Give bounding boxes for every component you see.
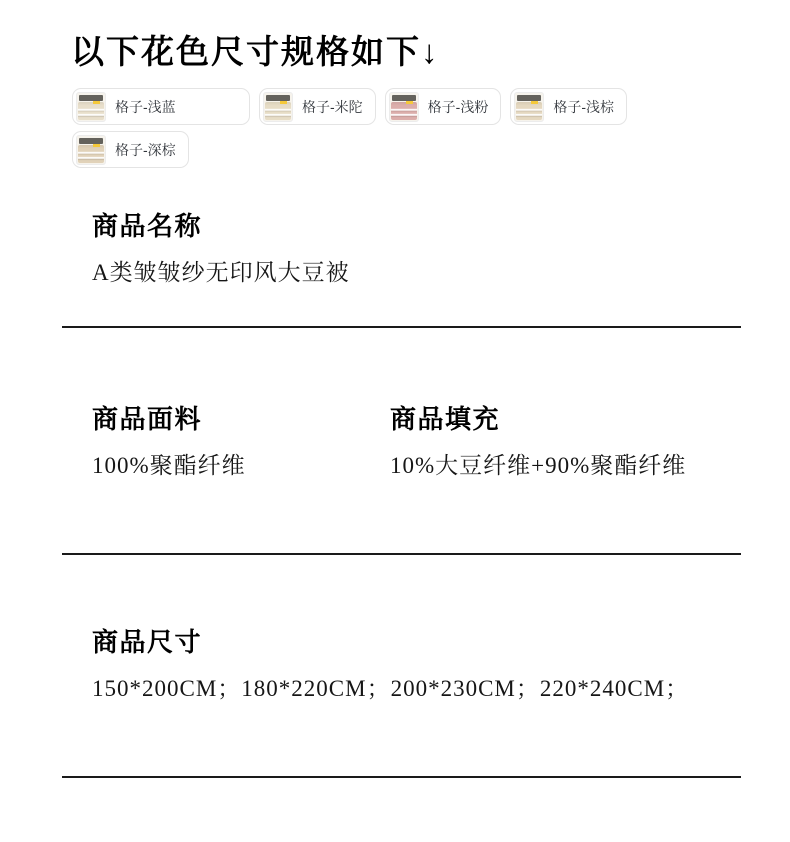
section-product-name bbox=[92, 210, 350, 288]
section-divider bbox=[62, 326, 741, 328]
product-name-value: A类皱皱纱无印风大豆被 bbox=[92, 260, 350, 285]
variant-chip-gezi-mituo[interactable] bbox=[259, 88, 376, 125]
blanket-image bbox=[391, 102, 417, 120]
section-product-fabric bbox=[92, 403, 246, 481]
variant-thumbnail bbox=[263, 92, 293, 122]
variant-thumbnail bbox=[514, 92, 544, 122]
product-name-heading: 商品名称 bbox=[92, 211, 203, 241]
thumb-badge-icon bbox=[93, 144, 100, 147]
variant-chip-gezi-qianfen[interactable] bbox=[385, 88, 502, 125]
product-filling-heading: 商品填充 bbox=[390, 404, 501, 434]
product-size-value: 150*200CM；180*220CM；200*230CM；220*240CM； bbox=[92, 676, 690, 701]
section-divider bbox=[62, 776, 741, 778]
blanket-image bbox=[265, 102, 291, 120]
blanket-image bbox=[78, 145, 104, 163]
product-fabric-value: 100%聚酯纤维 bbox=[92, 453, 246, 478]
thumb-badge-icon bbox=[406, 101, 413, 104]
section-divider bbox=[62, 553, 741, 555]
variant-thumbnail bbox=[76, 135, 106, 165]
page-title: 以下花色尺寸规格如下↓ bbox=[71, 33, 440, 70]
section-product-size bbox=[92, 626, 689, 704]
thumb-badge-icon bbox=[531, 101, 538, 104]
variant-chip-label: 格子-浅蓝 bbox=[115, 98, 176, 115]
blanket-image bbox=[78, 102, 104, 120]
section-product-filling bbox=[390, 403, 686, 481]
variant-chip-label: 格子-深棕 bbox=[115, 141, 176, 158]
thumb-badge-icon bbox=[93, 101, 100, 104]
variant-chip-gezi-qianzong[interactable] bbox=[510, 88, 627, 125]
variant-chip-label: 格子-浅棕 bbox=[553, 98, 615, 115]
product-filling-value: 10%大豆纤维+90%聚酯纤维 bbox=[390, 453, 687, 478]
thumb-badge-icon bbox=[280, 101, 287, 104]
variant-chip-label: 格子-浅粉 bbox=[427, 98, 489, 115]
variant-chip-gezi-shenzong[interactable] bbox=[72, 131, 189, 168]
variant-chip-label: 格子-米陀 bbox=[302, 98, 363, 115]
variant-chip-gezi-qianlan[interactable] bbox=[72, 88, 250, 125]
variant-chip-row-1 bbox=[72, 88, 627, 125]
product-size-heading: 商品尺寸 bbox=[92, 627, 203, 657]
variant-thumbnail bbox=[389, 92, 419, 122]
blanket-image bbox=[516, 102, 542, 120]
product-fabric-heading: 商品面料 bbox=[92, 404, 203, 434]
variant-thumbnail bbox=[76, 92, 106, 122]
variant-chip-row-2 bbox=[72, 131, 189, 168]
